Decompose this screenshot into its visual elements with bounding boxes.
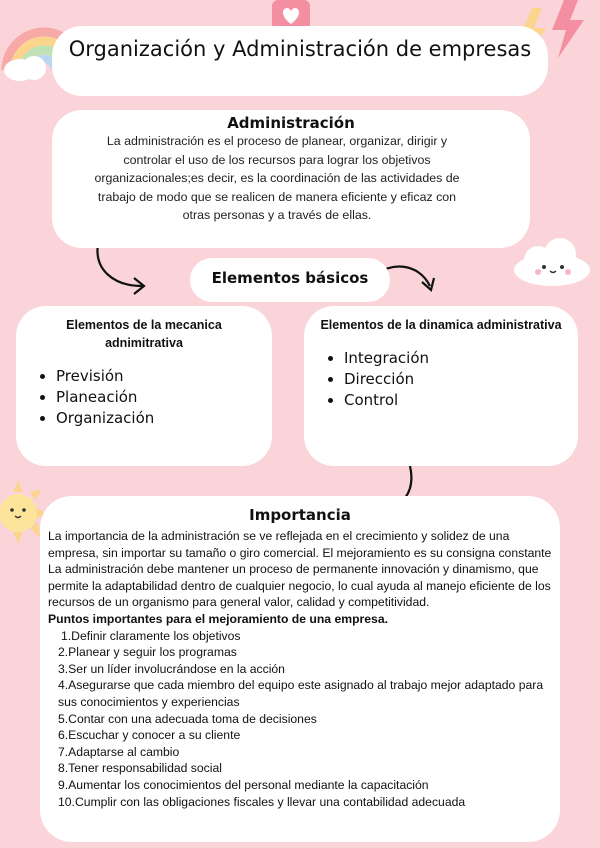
- list-item: • Integración: [344, 348, 578, 369]
- elementos-heading: Elementos básicos: [211, 269, 369, 287]
- list-item: 7.Adaptarse al cambio: [58, 744, 180, 759]
- list-item: 1.Definir claramente los objetivos: [61, 628, 241, 643]
- list-item: 3.Ser un líder involucrándose en la acción: [58, 661, 285, 676]
- list-item: • Control: [344, 390, 578, 411]
- administracion-text: La administración es el proceso de planear, organizar, dirigir y controlar el uso de los recursos para lograr los objetivos organizacionales;es decir, es la coordinación de las actividades de trabajo de modo que se realicen de manera eficiente y eficaz con otras personas y a través de ellas.: [94, 134, 460, 222]
- list-item: 4.Asegurarse que cada miembro del equipo este asignado al trabajo mejor adaptado para sus conocimientos y experiencias: [58, 678, 544, 709]
- administracion-heading: Administración: [227, 114, 355, 132]
- arrow-left-icon: [90, 240, 150, 296]
- importancia-paragraph-1: La importancia de la administración se ve reflejada en el crecimiento y solidez de una empresa, sin importar su tamaño o giro comercial. El mejoramiento es su consigna constante: [48, 529, 552, 560]
- importancia-card: [40, 496, 560, 842]
- list-item: 8.Tener responsabilidad social: [58, 761, 222, 776]
- mecanica-card: [16, 306, 272, 466]
- dinamica-heading: Elementos de la dinamica administrativa: [320, 318, 562, 332]
- mecanica-heading: Elementos de la mecanica adnimitrativa: [66, 318, 222, 350]
- list-item: • Planeación: [56, 387, 272, 408]
- importancia-paragraph-2: La administración debe mantener un proceso de permanente innovación y dinamismo, que permite la adaptabilidad dentro de cualquier negocio, lo cual ayuda al manejo eficiente de los recursos de un organismo para general valor, calidad y competitividad.: [48, 562, 551, 610]
- list-item: 2.Planear y seguir los programas: [58, 645, 237, 660]
- list-item: 5.Contar con una adecuada toma de decisiones: [58, 711, 317, 726]
- list-item: • Previsión: [56, 366, 272, 387]
- list-item: 10.Cumplir con las obligaciones fiscales y llevar una contabilidad adecuada: [58, 794, 466, 809]
- cloud-face-icon: [510, 234, 594, 290]
- page-title: Organización y Administración de empresas: [68, 37, 532, 61]
- importancia-heading: Importancia: [249, 506, 351, 524]
- mecanica-list: [16, 366, 272, 429]
- list-item: • Organización: [56, 408, 272, 429]
- dinamica-card: [304, 306, 578, 466]
- points-list: [48, 628, 558, 811]
- title-card: [52, 26, 548, 96]
- elementos-card: [190, 258, 390, 302]
- list-item: 9.Aumentar los conocimientos del personal mediante la capacitación: [58, 777, 429, 792]
- list-item: 6.Escuchar y conocer a su cliente: [58, 728, 241, 743]
- administracion-card: [52, 110, 530, 248]
- dinamica-list: [304, 348, 578, 411]
- points-heading: Puntos importantes para el mejoramiento de una empresa.: [48, 611, 388, 626]
- importancia-body: [48, 528, 558, 810]
- list-item: • Dirección: [344, 369, 578, 390]
